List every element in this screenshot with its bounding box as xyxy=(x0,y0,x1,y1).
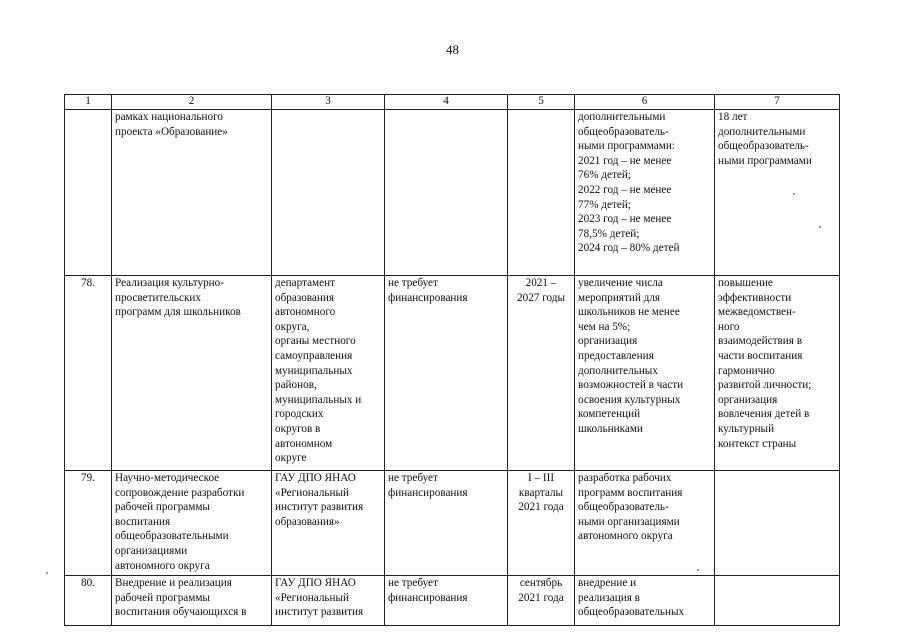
cell-text-line: организациями xyxy=(115,544,188,557)
table-cell-col3 xyxy=(272,576,385,626)
cell-text-line: ГАУ ДПО ЯНАО xyxy=(275,472,356,484)
cell-text-line: общеобразователь- xyxy=(578,501,669,514)
cell-text-line: муниципальных xyxy=(275,364,353,377)
cell-text-line: кварталы xyxy=(518,486,564,499)
table-cell-col3 xyxy=(272,471,385,576)
cell-text-line: рабочей программы xyxy=(115,501,210,514)
table-cell-col2 xyxy=(112,276,272,471)
table-cell-col2 xyxy=(112,576,272,626)
cell-text-line: не требует xyxy=(388,577,438,589)
table-cell-col4 xyxy=(385,110,508,276)
row-number: 78. xyxy=(65,276,112,471)
cell-text-line: 2021 – xyxy=(525,277,557,289)
cell-text-line: 2021 год – не менее xyxy=(578,154,672,167)
cell-text-line: 2021 года xyxy=(518,501,564,514)
cell-text-line: гармонично xyxy=(718,364,775,377)
cell-text-line: Внедрение и реализация xyxy=(115,577,232,589)
table-cell-col5 xyxy=(508,276,575,471)
cell-text-line: 76% детей; xyxy=(578,169,631,182)
cell-text-line: эффективности xyxy=(718,291,792,304)
cell-text-line: воспитания xyxy=(115,515,171,528)
cell-text-line: 78,5% детей; xyxy=(578,227,640,240)
cell-text-line: автономного округа xyxy=(115,559,210,572)
page-number: 48 xyxy=(446,42,459,57)
cell-text-line: реализация в xyxy=(578,591,640,604)
table-cell-col6 xyxy=(575,276,715,471)
cell-text-line: финансирования xyxy=(388,591,468,604)
table-cell-col2 xyxy=(112,110,272,276)
cell-text-line: разработка рабочих xyxy=(578,472,672,484)
cell-text-line: рабочей программы xyxy=(115,591,210,604)
cell-text-line: воспитания обучающихся в xyxy=(115,606,247,619)
cell-text-line: ными программами: xyxy=(578,140,675,153)
scan-speck xyxy=(697,569,699,571)
cell-text-line: муниципальных и xyxy=(275,393,362,406)
cell-text-line: дополнительными xyxy=(578,111,666,123)
table-cell-col3 xyxy=(272,276,385,471)
cell-text-line: 18 лет xyxy=(718,111,748,123)
cell-text-line: школьниками xyxy=(578,422,643,435)
cell-text-line: округа, xyxy=(275,320,310,333)
table-cell-col7 xyxy=(715,110,840,276)
table-row xyxy=(65,576,840,626)
cell-text-line: 77% детей; xyxy=(578,198,631,211)
cell-text-line: дополнительных xyxy=(578,364,658,377)
cell-text-line: просветительских xyxy=(115,291,201,304)
cell-text-line: школьников не менее xyxy=(578,306,680,319)
table-cell-col7 xyxy=(715,576,840,626)
table-cell-col4 xyxy=(385,576,508,626)
cell-text-line: сопровождение разработки xyxy=(115,486,245,499)
cell-text-line: институт развития xyxy=(275,606,364,619)
cell-text-line: финансирования xyxy=(388,291,468,304)
cell-text-line: освоения культурных xyxy=(578,393,681,406)
cell-text-line: общеобразовательными xyxy=(115,530,229,543)
column-number-header: 3 xyxy=(272,95,385,110)
column-number-row xyxy=(65,95,840,110)
cell-text-line: части воспитания xyxy=(718,349,803,362)
cell-text-line: ного xyxy=(718,320,740,333)
cell-text-line: институт развития xyxy=(275,501,364,514)
scan-speck xyxy=(793,193,795,195)
cell-text-line: городских xyxy=(275,408,324,421)
cell-text-line: предоставления xyxy=(578,349,654,362)
table-row xyxy=(65,276,840,471)
cell-text-line: I – III xyxy=(527,472,555,484)
table-cell-col7 xyxy=(715,276,840,471)
cell-text-line: внедрение и xyxy=(578,577,637,589)
cell-text-line: компетенций xyxy=(578,408,641,421)
cell-text-line: 2027 годы xyxy=(517,291,565,304)
cell-text-line: организация xyxy=(718,393,778,406)
cell-text-line: финансирования xyxy=(388,486,468,499)
cell-text-line: взаимодействия в xyxy=(718,335,802,348)
table-cell-col5 xyxy=(508,110,575,276)
cell-text-line: районов, xyxy=(275,379,317,392)
cell-text-line: межведомствен- xyxy=(718,306,796,319)
cell-text-line: не требует xyxy=(388,472,438,484)
column-number-header: 1 xyxy=(65,95,112,110)
cell-text-line: 2021 года xyxy=(518,591,564,604)
row-number: 79. xyxy=(65,471,112,576)
row-number: 80. xyxy=(65,576,112,626)
table-cell-col3 xyxy=(272,110,385,276)
row-number xyxy=(65,110,112,276)
cell-text-line: сентябрь xyxy=(519,577,563,589)
cell-text-line: образования xyxy=(275,291,335,304)
table-cell-col6 xyxy=(575,110,715,276)
table-cell-col5 xyxy=(508,471,575,576)
cell-text-line: чем на 5%; xyxy=(578,320,631,333)
column-number-header: 7 xyxy=(715,95,840,110)
table-cell-col6 xyxy=(575,576,715,626)
cell-text-line: мероприятий для xyxy=(578,291,661,304)
scan-speck xyxy=(46,572,48,574)
cell-text-line: департамент xyxy=(275,277,335,289)
cell-text-line: увеличение числа xyxy=(578,277,663,289)
activities-table xyxy=(64,94,840,626)
cell-text-line: программ воспитания xyxy=(578,486,683,499)
cell-text-line: округов в xyxy=(275,422,321,435)
cell-text-line: «Региональный xyxy=(275,486,350,499)
cell-text-line: развитой личности; xyxy=(718,379,812,392)
cell-text-line: общеобразовательных xyxy=(578,606,685,619)
column-number-header: 6 xyxy=(575,95,715,110)
table-cell-col6 xyxy=(575,471,715,576)
table-row xyxy=(65,471,840,576)
cell-text-line: автономном xyxy=(275,437,333,450)
cell-text-line: ГАУ ДПО ЯНАО xyxy=(275,577,356,589)
cell-text-line: автономного округа xyxy=(578,530,673,543)
column-number-header: 5 xyxy=(508,95,575,110)
cell-text-line: самоуправления xyxy=(275,349,353,362)
cell-text-line: образования» xyxy=(275,515,340,528)
cell-text-line: Реализация культурно- xyxy=(115,277,224,289)
cell-text-line: общеобразователь- xyxy=(578,125,669,138)
cell-text-line: 2024 год – 80% детей xyxy=(578,242,680,255)
table-cell-col2 xyxy=(112,471,272,576)
cell-text-line: повышение xyxy=(718,277,773,289)
cell-text-line: дополнительными xyxy=(718,125,806,138)
cell-text-line: возможностей в части xyxy=(578,379,684,392)
cell-text-line: программ для школьников xyxy=(115,306,241,319)
column-number-header: 2 xyxy=(112,95,272,110)
column-number-header: 4 xyxy=(385,95,508,110)
cell-text-line: не требует xyxy=(388,277,438,289)
cell-text-line: органы местного xyxy=(275,335,356,348)
cell-text-line: вовлечения детей в xyxy=(718,408,810,421)
cell-text-line: организация xyxy=(578,335,638,348)
cell-text-line: культурный xyxy=(718,422,775,435)
table-cell-col4 xyxy=(385,471,508,576)
cell-text-line: автономного xyxy=(275,306,336,319)
table-cell-col4 xyxy=(385,276,508,471)
cell-text-line: контекст страны xyxy=(718,437,797,450)
cell-text-line: 2023 год – не менее xyxy=(578,213,672,226)
cell-text-line: «Региональный xyxy=(275,591,350,604)
table-row xyxy=(65,110,840,276)
cell-text-line: Научно-методическое xyxy=(115,472,220,484)
table-cell-col5 xyxy=(508,576,575,626)
cell-text-line: проекта «Образование» xyxy=(115,125,228,138)
cell-text-line: общеобразователь- xyxy=(718,140,809,153)
table-cell-col7 xyxy=(715,471,840,576)
cell-text-line: рамках национального xyxy=(115,111,224,123)
cell-text-line: округе xyxy=(275,452,307,465)
cell-text-line: ными организациями xyxy=(578,515,680,528)
cell-text-line: 2022 год – не менее xyxy=(578,183,672,196)
scan-speck xyxy=(819,226,821,228)
cell-text-line: ными программами xyxy=(718,154,812,167)
